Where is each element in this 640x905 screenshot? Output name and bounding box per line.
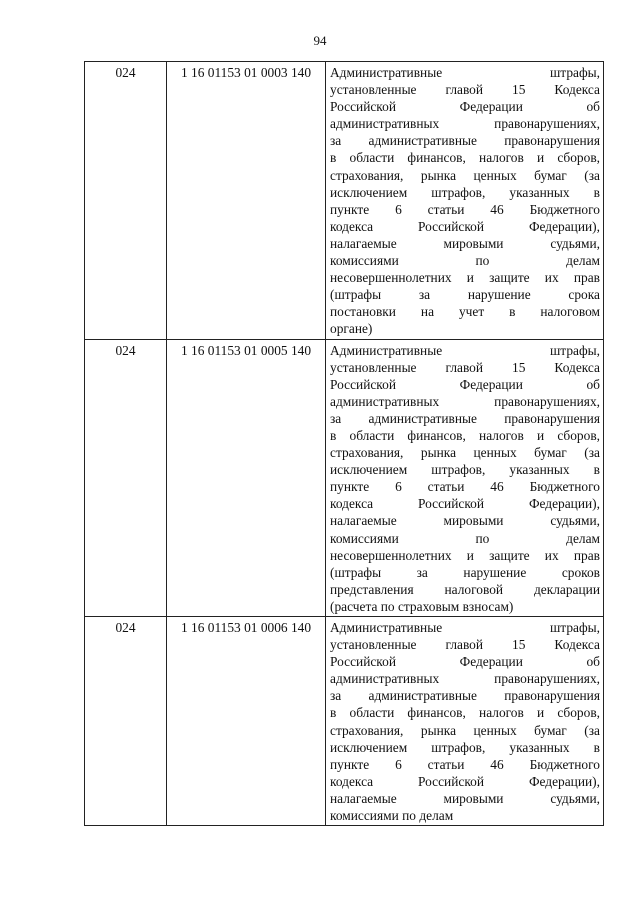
table-row: [85, 617, 604, 826]
description-line: Российской Федерации об: [330, 376, 600, 392]
description-line: несовершеннолетних и защите их прав: [330, 270, 600, 286]
description-line: страхования, рынка ценных бумаг (за: [330, 167, 600, 183]
description-line: кодекса Российской Федерации),: [330, 496, 600, 512]
description-line: представления налоговой декларации: [330, 581, 600, 597]
description-line: Административные штрафы,: [330, 620, 600, 635]
description-line: Российской Федерации об: [330, 654, 600, 670]
description-line: за административные правонарушения: [330, 410, 600, 426]
description-line: в области финансов, налогов и сборов,: [330, 427, 600, 443]
description-line: исключением штрафов, указанных в: [330, 462, 600, 478]
budget-classification-code-cell: 1 16 01153 01 0006 140: [167, 617, 326, 826]
description-line: установленные главой 15 Кодекса: [330, 82, 600, 98]
description-line: в области финансов, налогов и сборов,: [330, 705, 600, 721]
description-line: административных правонарушениях,: [330, 393, 600, 409]
description-line: налагаемые мировыми судьями,: [330, 513, 600, 529]
revenue-description-cell: [326, 617, 604, 826]
table-body: [85, 62, 604, 826]
description-line: Административные штрафы,: [330, 342, 600, 358]
description-line: кодекса Российской Федерации),: [330, 218, 600, 234]
description-text: [326, 617, 603, 825]
description-line: Российской Федерации об: [330, 99, 600, 115]
description-line: (штрафы за нарушение сроков: [330, 564, 600, 580]
budget-codes-table: [84, 61, 604, 826]
description-line: пункте 6 статьи 46 Бюджетного: [330, 479, 600, 495]
description-line: страхования, рынка ценных бумаг (за: [330, 445, 600, 461]
table-row: [85, 62, 604, 340]
table-row: [85, 339, 604, 617]
description-line: пункте 6 статьи 46 Бюджетного: [330, 756, 600, 772]
description-line: комиссиями по делам: [330, 530, 600, 546]
description-line: пункте 6 статьи 46 Бюджетного: [330, 201, 600, 217]
revenue-description-cell: [326, 62, 604, 340]
description-line: комиссиями по делам: [330, 253, 600, 269]
description-line: несовершеннолетних и защите их прав: [330, 547, 600, 563]
description-line: исключением штрафов, указанных в: [330, 184, 600, 200]
budget-classification-code-cell: 1 16 01153 01 0003 140: [167, 62, 326, 340]
description-line: налагаемые мировыми судьями,: [330, 790, 600, 806]
admin-code-cell: 024: [85, 339, 167, 617]
description-line: комиссиями по делам: [330, 808, 454, 824]
description-line: исключением штрафов, указанных в: [330, 739, 600, 755]
description-text: [326, 62, 603, 339]
description-line: страхования, рынка ценных бумаг (за: [330, 722, 600, 738]
description-line: (расчета по страховым взносам): [330, 598, 514, 614]
description-line: постановки на учет в налоговом: [330, 304, 600, 320]
description-line: налагаемые мировыми судьями,: [330, 235, 600, 251]
description-line: Административные штрафы,: [330, 65, 600, 80]
description-line: установленные главой 15 Кодекса: [330, 637, 600, 653]
admin-code-cell: 024: [85, 617, 167, 826]
description-line: административных правонарушениях,: [330, 116, 600, 132]
description-line: за административные правонарушения: [330, 133, 600, 149]
description-line: за административные правонарушения: [330, 688, 600, 704]
description-line: (штрафы за нарушение срока: [330, 287, 600, 303]
description-line: кодекса Российской Федерации),: [330, 773, 600, 789]
revenue-description-cell: [326, 339, 604, 617]
description-line: в области финансов, налогов и сборов,: [330, 150, 600, 166]
budget-classification-code-cell: 1 16 01153 01 0005 140: [167, 339, 326, 617]
description-text: [326, 340, 603, 617]
page-number: 94: [313, 33, 327, 48]
description-line: органе): [330, 321, 373, 337]
admin-code-cell: 024: [85, 62, 167, 340]
description-line: установленные главой 15 Кодекса: [330, 359, 600, 375]
description-line: административных правонарушениях,: [330, 671, 600, 687]
